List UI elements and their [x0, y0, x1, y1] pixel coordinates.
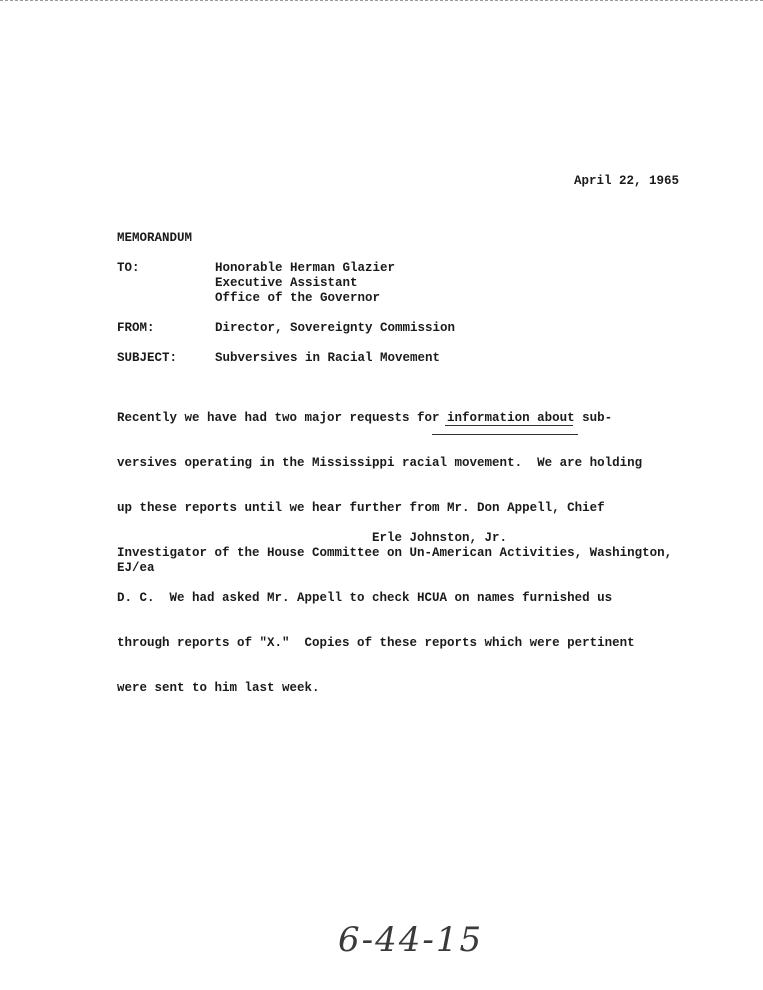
- subject-value: Subversives in Racial Movement: [215, 351, 441, 365]
- handwritten-underline-activities: [432, 434, 578, 435]
- to-line-office: Office of the Governor: [215, 291, 381, 305]
- handwritten-file-number: 6-44-15: [338, 920, 484, 960]
- body-line-6: through reports of "X." Copies of these reports which were pertinent: [117, 636, 635, 650]
- memo-date: April 22, 1965: [574, 174, 680, 188]
- to-line-title: Executive Assistant: [215, 276, 358, 290]
- from-value: Director, Sovereignty Commission: [215, 321, 456, 335]
- signature-name: Erle Johnston, Jr.: [372, 531, 508, 545]
- body-line-2: versives operating in the Mississippi racial movement. We are holding: [117, 456, 643, 470]
- page-edge-dashed-line: [0, 0, 763, 1]
- to-label: TO:: [117, 261, 140, 275]
- body-line-1: Recently we have had two major requests for information about sub-: [117, 411, 613, 425]
- memo-heading: MEMORANDUM: [117, 231, 193, 245]
- typist-initials: EJ/ea: [117, 561, 155, 575]
- body-line-5: D. C. We had asked Mr. Appell to check HCUA on names furnished us: [117, 591, 613, 605]
- body-line-3: up these reports until we hear further from Mr. Don Appell, Chief: [117, 501, 605, 515]
- body-line-4: Investigator of the House Committee on Un-American Activities, Washington,: [117, 546, 673, 560]
- to-line-name: Honorable Herman Glazier: [215, 261, 396, 275]
- memo-body: [117, 381, 707, 711]
- from-label: FROM:: [117, 321, 155, 335]
- subject-label: SUBJECT:: [117, 351, 178, 365]
- handwritten-underline-appell: [445, 425, 573, 426]
- body-line-7: were sent to him last week.: [117, 681, 320, 695]
- to-recipient: [215, 261, 395, 306]
